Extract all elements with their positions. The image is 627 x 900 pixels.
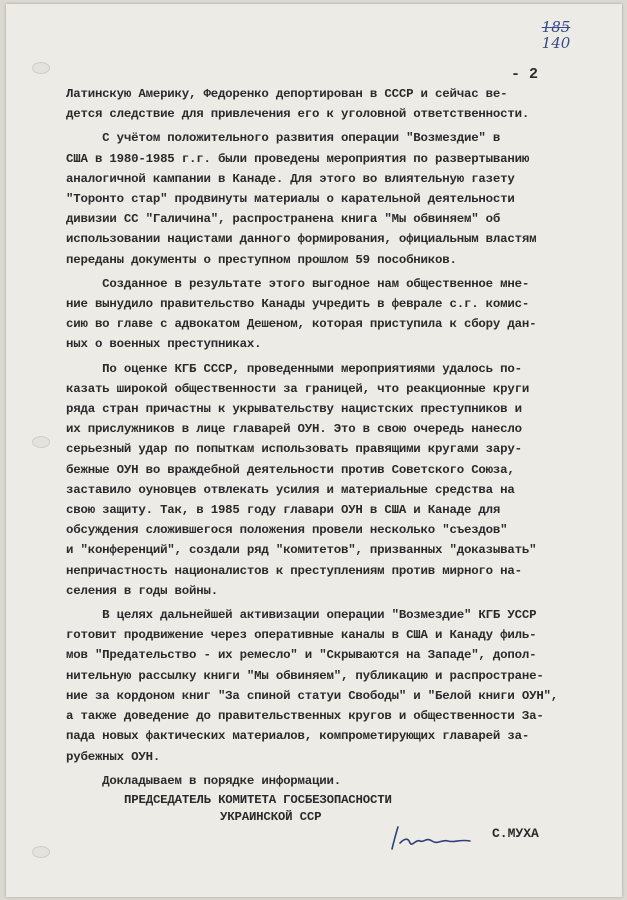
text-line: Латинскую Америку, Федоренко депортирован в СССР и сейчас ве-: [66, 87, 508, 101]
document-body: [66, 84, 606, 791]
text-line: казать широкой общественности за границей, что реакционные круги: [66, 381, 530, 396]
archive-number: 140: [541, 34, 571, 52]
text-line: пада новых фактических материалов, компрометирующих главарей за-: [66, 729, 530, 744]
text-line: непричастность националистов к преступлениям против мирного на-: [66, 563, 522, 578]
handwritten-signature: [386, 819, 476, 855]
text-line: серьезный удар по попыткам использовать правящими кругами зару-: [66, 442, 522, 457]
text-line: ние вынудило правительство Канады учредить в феврале с.г. комис-: [66, 297, 530, 312]
text-line: С учётом положительного развития операции "Возмездие" в: [66, 131, 501, 146]
punch-hole: [32, 62, 50, 74]
paragraph: [66, 359, 606, 601]
text-line: бежные ОУН во враждебной деятельности против Советского Союза,: [66, 462, 515, 477]
text-line: "Торонто стар" продвинуты материалы о карательной деятельности: [66, 192, 515, 207]
signer-title-line-1: ПРЕДСЕДАТЕЛЬ КОМИТЕТА ГОСБЕЗОПАСНОСТИ: [124, 793, 392, 807]
text-line: Докладываем в порядке информации.: [66, 773, 341, 788]
text-line: селения в годы войны.: [66, 583, 218, 598]
punch-hole: [32, 846, 50, 858]
document-page: [6, 4, 622, 897]
text-line: рубежных ОУН.: [66, 749, 161, 764]
text-line: дивизии СС "Галичина", распространена книга "Мы обвиняем" об: [66, 212, 501, 227]
signer-title-line-2: УКРАИНСКОЙ ССР: [220, 810, 322, 824]
paragraph: [66, 84, 606, 124]
paragraph: [66, 274, 606, 355]
text-line: их прислужников в лице главарей ОУН. Это в свою очередь нанесло: [66, 422, 522, 437]
text-line: Созданное в результате этого выгодное нам общественное мне-: [66, 276, 530, 291]
text-line: США в 1980-1985 г.г. были проведены мероприятия по развертыванию: [66, 151, 530, 166]
paragraph: [66, 605, 606, 767]
paragraph: [66, 128, 606, 269]
text-line: мов "Предательство - их ремесло" и "Скрываются на Западе", допол-: [66, 648, 537, 663]
text-line: обсуждения сложившегося положения провели несколько "съездов": [66, 523, 508, 538]
page-number: - 2: [511, 66, 539, 83]
text-line: свою защиту. Так, в 1985 году главари ОУН в США и Канаде для: [66, 503, 501, 518]
text-line: сию во главе с адвокатом Дешеном, которая приступила к сбору дан-: [66, 317, 537, 332]
text-line: заставило оуновцев отвлекать усилия и материальные средства на: [66, 482, 515, 497]
archive-page-number: [534, 18, 578, 52]
punch-hole: [32, 436, 50, 448]
text-line: аналогичной кампании в Канаде. Для этого во влиятельную газету: [66, 171, 515, 186]
text-line: и "конференций", создали ряд "комитетов", призванных "доказывать": [66, 543, 537, 558]
archive-number-crossed: 185: [541, 18, 571, 36]
signer-name: С.МУХА: [492, 826, 539, 841]
text-line: переданы документы о преступном прошлом 59 пособников.: [66, 252, 457, 267]
text-line: дется следствие для привлечения его к уголовной ответственности.: [66, 107, 530, 122]
text-line: ряда стран причастны к укрывательству нацистских преступников и: [66, 402, 522, 417]
text-line: а также доведение до правительственных кругов и общественности За-: [66, 709, 544, 724]
text-line: В целях дальнейшей активизации операции "Возмездие" КГБ УССР: [66, 608, 537, 623]
text-line: ных о военных преступниках.: [66, 337, 262, 352]
text-line: готовит продвижение через оперативные каналы в США и Канаду филь-: [66, 628, 537, 643]
text-line: нительную рассылку книги "Мы обвиняем", публикацию и распростране-: [66, 668, 544, 683]
signature-block: [124, 792, 392, 826]
text-line: использовании нацистами данного формирования, официальным властям: [66, 232, 537, 247]
paragraph: [66, 771, 606, 791]
text-line: ние за кордоном книг "За спиной статуи Свободы" и "Белой книги ОУН",: [66, 688, 559, 703]
text-line: По оценке КГБ СССР, проведенными мероприятиями удалось по-: [66, 361, 522, 376]
